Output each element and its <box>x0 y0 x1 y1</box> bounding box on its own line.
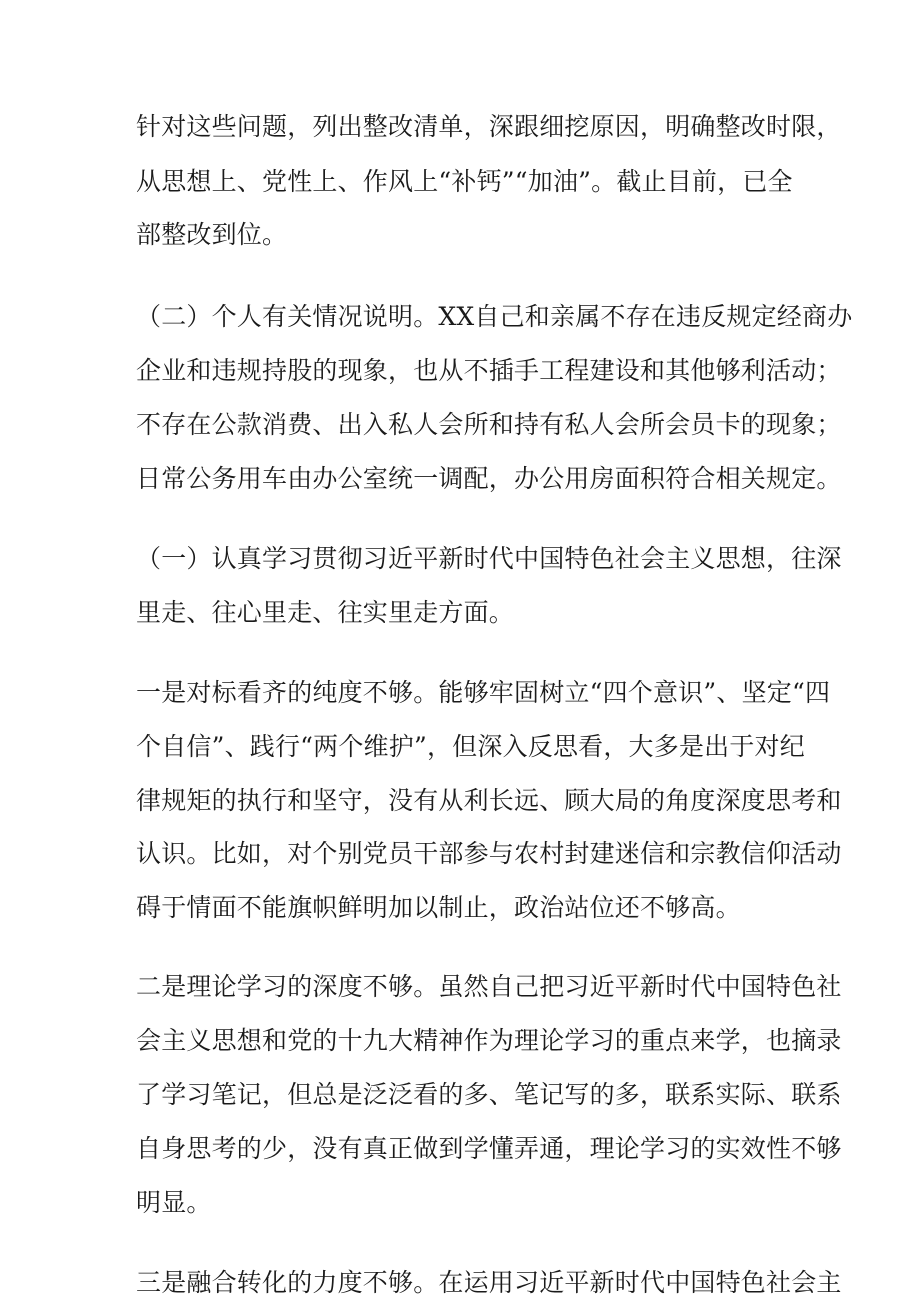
paragraph-6-line-1: 三是融合转化的力度不够。在运用习近平新时代中国特色社会主 <box>136 1268 842 1297</box>
paragraph-3-line-1: （一）认真学习贯彻习近平新时代中国特色社会主义思想，往深 <box>136 544 842 573</box>
paragraph-4-line-3: 律规矩的执行和坚守，没有从利长远、顾大局的角度深度思考和 <box>136 786 842 815</box>
paragraph-1-line-3: 部整改到位。 <box>136 220 288 249</box>
paragraph-5-line-4: 自身思考的少，没有真正做到学懂弄通，理论学习的实效性不够 <box>136 1134 842 1163</box>
paragraph-4-line-2: 个自信”、践行“两个维护”，但深入反思看，大多是出于对纪 <box>136 732 805 761</box>
paragraph-5-line-2: 会主义思想和党的十九大精神作为理论学习的重点来学，也摘录 <box>136 1026 842 1055</box>
paragraph-4-line-1: 一是对标看齐的纯度不够。能够牢固树立“四个意识”、坚定“四 <box>136 678 831 707</box>
paragraph-3-line-2: 里走、往心里走、往实里走方面。 <box>136 598 515 627</box>
paragraph-1-line-1: 针对这些问题，列出整改清单，深跟细挖原因，明确整改时限， <box>136 112 842 141</box>
paragraph-2-line-1: （二）个人有关情况说明。XX自己和亲属不存在违反规定经商办 <box>136 302 853 331</box>
paragraph-5-line-3: 了学习笔记，但总是泛泛看的多、笔记写的多，联系实际、联系 <box>136 1080 842 1109</box>
paragraph-1-line-2: 从思想上、党性上、作风上“补钙”“加油”。截止目前，已全 <box>136 167 793 196</box>
paragraph-2-line-2: 企业和违规持股的现象，也从不插手工程建设和其他够利活动； <box>136 356 842 385</box>
paragraph-4-line-5: 碍于情面不能旗帜鲜明加以制止，政治站位还不够高。 <box>136 893 741 922</box>
paragraph-2-line-3: 不存在公款消费、出入私人会所和持有私人会所会员卡的现象； <box>136 410 842 439</box>
paragraph-2-line-4: 日常公务用车由办公室统一调配，办公用房面积符合相关规定。 <box>136 464 842 493</box>
paragraph-5-line-1: 二是理论学习的深度不够。虽然自己把习近平新时代中国特色社 <box>136 972 842 1001</box>
paragraph-5-line-5: 明显。 <box>136 1188 212 1217</box>
paragraph-4-line-4: 认识。比如，对个别党员干部参与农村封建迷信和宗教信仰活动 <box>136 839 842 868</box>
